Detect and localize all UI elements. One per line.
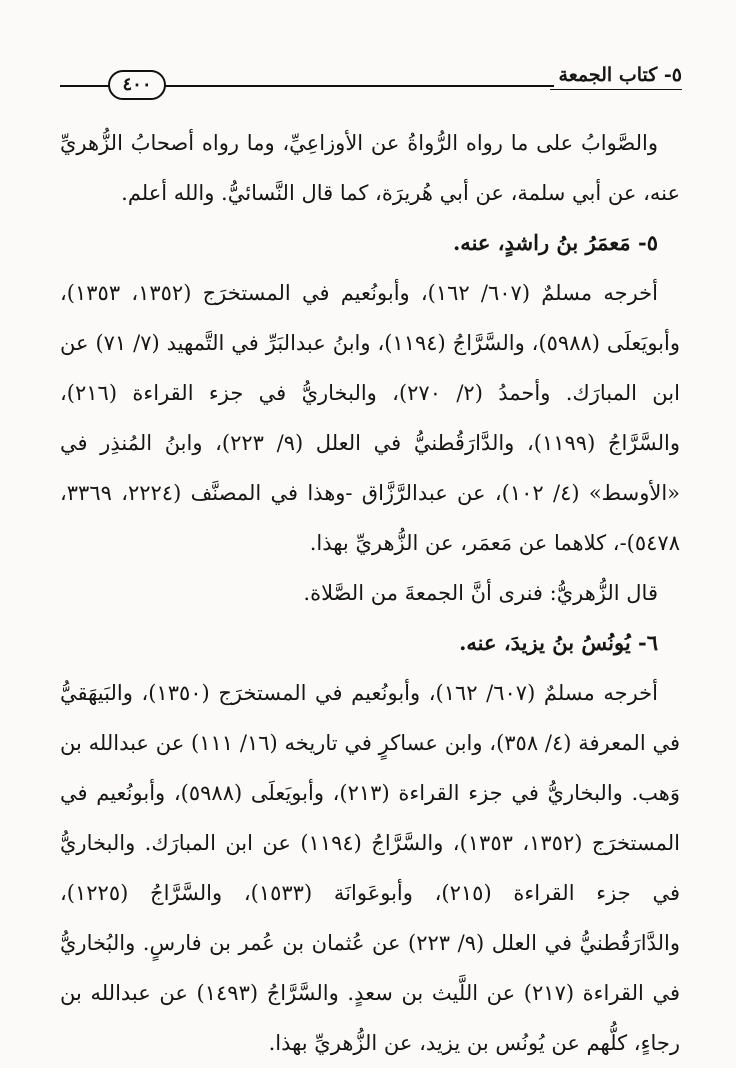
page-body [60,118,680,1068]
page-header [60,62,682,100]
page-number: ٤٠٠ [108,70,166,100]
paragraph-zuhri-quote: قال الزُّهريُّ: فنرى أنَّ الجمعةَ من الصَّلاة. [303,581,658,605]
chapter-title: ٥- كتاب الجمعة [558,64,682,86]
chapter-underline [550,89,682,90]
section-heading-5: ٥- مَعمَرُ بنُ راشدٍ، عنه. [453,230,658,255]
paragraph-takhrij-mamar: أخرجه مسلمٌ (٦٠٧/ ١٦٢)، وأبونُعيم في المستخرَج (١٣٥٢، ١٣٥٣)، وأبويَعلَى (٥٩٨٨)، والسَّرَّاجُ (١١٩٤)، وابنُ عبدالبَرِّ في التَّمهيد (٧/ ٧١) عن ابن المبارَك. وأحمدُ (٢/ ٢٧٠)، والبخاريُّ في جزء القراءة (٢١٦)، والسَّرَّاجُ (١١٩٩)، والدَّارَقُطنيُّ في العلل (٩/ ٢٢٣)، وابنُ المُنذِر في «الأوسط» (٤/ ١٠٢)، عن عبدالرَّزَّاق -وهذا في المصنَّف (٢٢٢٤، ٣٣٦٩، ٥٤٧٨)-، كلاهما عن مَعمَر، عن الزُّهريِّ بهذا. [60,281,680,555]
paragraph-conclusion: والصَّوابُ على ما رواه الرُّواةُ عن الأوزاعِيِّ، وما رواه أصحابُ الزُّهريِّ عنه، عن أبي سلمة، عن أبي هُريرَة، كما قال النَّسائيُّ. والله أعلم. [60,131,680,205]
paragraph-takhrij-yunus: أخرجه مسلمٌ (٦٠٧/ ١٦٢)، وأبونُعيم في المستخرَج (١٣٥٠)، والبَيهَقيُّ في المعرفة (٤/ ٣٥٨)، وابن عساكرٍ في تاريخه (١٦/ ١١١) عن عبدالله بن وَهب. والبخاريُّ في جزء القراءة (٢١٣)، وأبويَعلَى (٥٩٨٨)، وأبونُعيم في المستخرَج (١٣٥٢، ١٣٥٣)، والسَّرَّاجُ (١١٩٤) عن ابن المبارَك. والبخاريُّ في جزء القراءة (٢١٥)، وأبوعَوانَة (١٥٣٣)، والسَّرَّاجُ (١٢٢٥)، والدَّارَقُطنيُّ في العلل (٩/ ٢٢٣) عن عُثمان بن عُمر بن فارسٍ. والبُخاريُّ في القراءة (٢١٧) عن اللَّيث بن سعدٍ. والسَّرَّاجُ (١٤٩٣) عن عبدالله بن رجاءٍ، كلُّهم عن يُونُس بن يزيد، عن الزُّهريِّ بهذا. [60,681,681,1055]
section-heading-6: ٦- يُونُسُ بنُ يزيدَ، عنه. [459,630,658,655]
